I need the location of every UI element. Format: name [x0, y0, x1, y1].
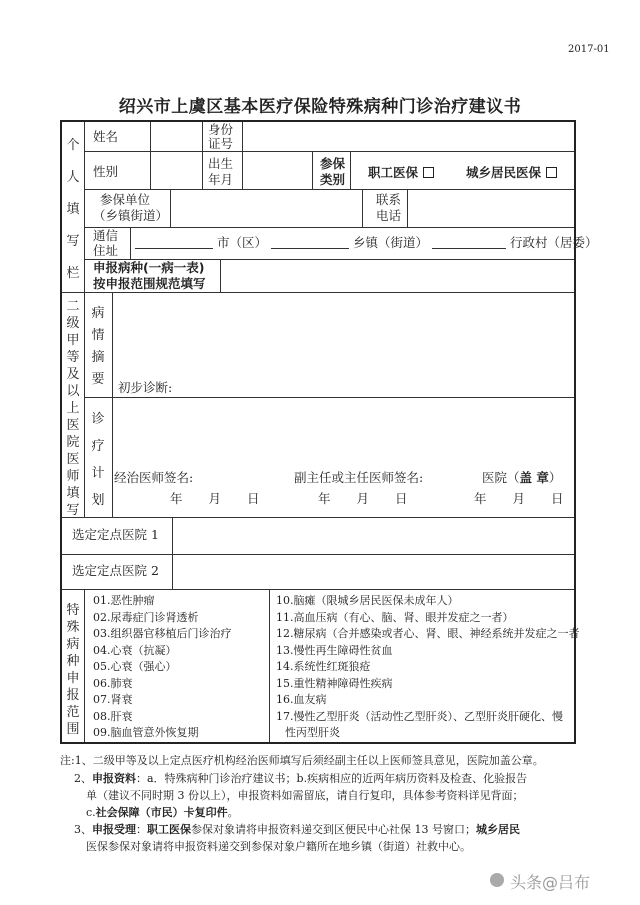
disease-apply-line1: 申报病种(一病一表) — [93, 260, 205, 275]
year-label: 年 — [318, 491, 331, 506]
doctor-section-label: 二级甲等及以上医院医师填写 — [66, 299, 80, 518]
note-3-colon: ： — [136, 823, 147, 836]
disease-item: 16.血友病 — [276, 693, 327, 706]
phone-label-line2: 电话 — [376, 208, 402, 223]
unit-label-line2: （乡镇街道） — [93, 208, 169, 223]
disease-item: 11.高血压病（有心、脑、肾、眼并发症之一者） — [276, 610, 514, 624]
disease-item: 13.慢性再生障碍性贫血 — [276, 643, 393, 657]
watermark-icon — [490, 873, 504, 887]
resident-insurance-label: 城乡居民医保 — [466, 165, 542, 180]
insurance-type-label-line1: 参保 — [320, 156, 346, 171]
senior-signature-label: 副主任或主任医师签名: — [294, 470, 424, 485]
hospital-choice-1-label: 选定定点医院 1 — [72, 527, 159, 542]
note-2-line3 — [86, 804, 580, 821]
id-label-line1: 身份 — [208, 122, 234, 137]
personal-section-label: 个人填写栏 — [66, 138, 80, 281]
disease-item: 03.组织器官移植后门诊治疗 — [93, 627, 232, 640]
note-2-c-end: 。 — [227, 806, 239, 819]
town-blank[interactable] — [271, 236, 349, 249]
disease-item: 01.恶性肿瘤 — [93, 594, 155, 607]
note-3-line2: 医保参保对象请将申报资料递交到参保对象户籍所在地乡镇（街道）社救中心。 — [86, 840, 471, 853]
disease-item: 05.心衰（强心） — [93, 660, 177, 673]
disease-apply-line2: 按申报范围规范填写 — [93, 276, 206, 291]
note-3-employee: 职工医保 — [147, 823, 191, 836]
disease-item: 02.尿毒症门诊肾透析 — [93, 610, 199, 624]
city-blank[interactable] — [135, 236, 213, 249]
employee-insurance-option[interactable] — [368, 165, 434, 181]
note-3-heading: 申报受理 — [92, 823, 136, 836]
gender-label: 性别 — [93, 164, 119, 179]
disease-item: 性丙型肝炎 — [285, 726, 340, 739]
form-code: 2017-01 — [568, 44, 610, 55]
note-2-number: 2、 — [74, 772, 92, 785]
treatment-plan-label: 诊疗计划 — [91, 412, 105, 508]
day-label: 日 — [247, 491, 260, 506]
city-label: 市（区） — [216, 235, 267, 250]
disease-item: 10.脑瘫（限城乡居民医保未成年人） — [276, 594, 459, 607]
id-label-line2: 证号 — [208, 136, 234, 151]
preliminary-diagnosis-label: 初步诊断: — [118, 380, 173, 395]
insurance-type-label-line2: 类别 — [320, 172, 346, 187]
note-3-number: 3、 — [74, 823, 92, 836]
form-title: 绍兴市上虞区基本医疗保险特殊病种门诊治疗建议书 — [118, 97, 522, 117]
disease-item: 12.糖尿病（合并感染或者心、肾、眼、神经系统并发症之一者 — [276, 627, 580, 640]
day-label: 日 — [551, 491, 564, 506]
note-3-text: 参保对象请将申报资料递交到区便民中心社保 13 号窗口； — [191, 823, 476, 836]
note-2 — [74, 770, 580, 787]
note-3-resident: 城乡居民 — [476, 823, 520, 836]
employee-insurance-label: 职工医保 — [368, 165, 419, 180]
date-senior — [318, 491, 408, 507]
note-2-line2: 单（建议不同时期 3 份以上），申报资料如需留底，请自行复印，具体参考资料详见背面； — [86, 789, 524, 802]
year-label: 年 — [474, 491, 487, 506]
address-label-line1: 通信 — [93, 228, 119, 243]
date-attending — [170, 491, 260, 507]
birth-label-line2: 年月 — [208, 172, 234, 187]
form-table — [60, 120, 598, 744]
note-3 — [74, 821, 580, 838]
unit-label-line1: 参保单位 — [100, 192, 151, 207]
case-summary-label: 病情摘要 — [91, 306, 105, 387]
disease-item: 14.系统性红斑狼疮 — [276, 660, 371, 673]
disease-item: 06.肺衰 — [93, 676, 133, 690]
village-blank[interactable] — [432, 236, 506, 249]
day-label: 日 — [395, 491, 408, 506]
town-label: 乡镇（街道） — [352, 235, 428, 250]
name-label: 姓名 — [93, 129, 119, 144]
month-label: 月 — [512, 491, 526, 506]
disease-item: 17.慢性乙型肝炎（活动性乙型肝炎）、乙型肝炎肝硬化、慢 — [276, 709, 563, 723]
date-hospital — [474, 491, 564, 507]
address-line — [135, 235, 597, 251]
disease-item: 15.重性精神障碍性疾病 — [276, 676, 393, 690]
year-label: 年 — [170, 491, 183, 506]
disease-item: 04.心衰（抗凝） — [93, 643, 177, 657]
phone-label-line1: 联系 — [376, 192, 402, 207]
resident-insurance-option[interactable] — [466, 165, 557, 181]
seal-label: 盖 章 — [519, 470, 549, 485]
birth-label-line1: 出生 — [208, 156, 234, 171]
note-2-heading: 申报资料 — [92, 772, 136, 785]
month-label: 月 — [356, 491, 370, 506]
seal-close: ） — [548, 470, 562, 485]
note-1: 注:1、二级甲等及以上定点医疗机构经治医师填写后须经副主任以上医师签具意见，医院加盖公章。 — [60, 754, 544, 767]
hospital-choice-2-label: 选定定点医院 2 — [72, 563, 159, 578]
watermark: 头条@吕布 — [510, 873, 591, 892]
note-2-c-bold: 社会保障（市民）卡复印件 — [95, 806, 228, 819]
village-label: 行政村（居委） — [509, 235, 598, 250]
resident-insurance-checkbox[interactable] — [546, 167, 557, 178]
diseases-section-label: 特殊病种申报范围 — [66, 603, 80, 737]
disease-item: 07.肾衰 — [93, 693, 133, 706]
month-label: 月 — [208, 491, 222, 506]
note-2-c-prefix: c. — [86, 806, 96, 819]
note-2-text-a: ：a．特殊病种门诊治疗建议书；b.疾病相应的近两年病历资料及检查、化验报告 — [136, 772, 528, 785]
disease-item: 08.肝衰 — [93, 709, 133, 723]
employee-insurance-checkbox[interactable] — [423, 167, 434, 178]
hospital-seal — [482, 470, 561, 486]
disease-item: 09.脑血管意外恢复期 — [93, 726, 199, 739]
hospital-label: 医院（ — [482, 470, 520, 485]
attending-signature-label: 经治医师签名: — [114, 470, 194, 485]
address-label-line2: 住址 — [93, 243, 119, 258]
